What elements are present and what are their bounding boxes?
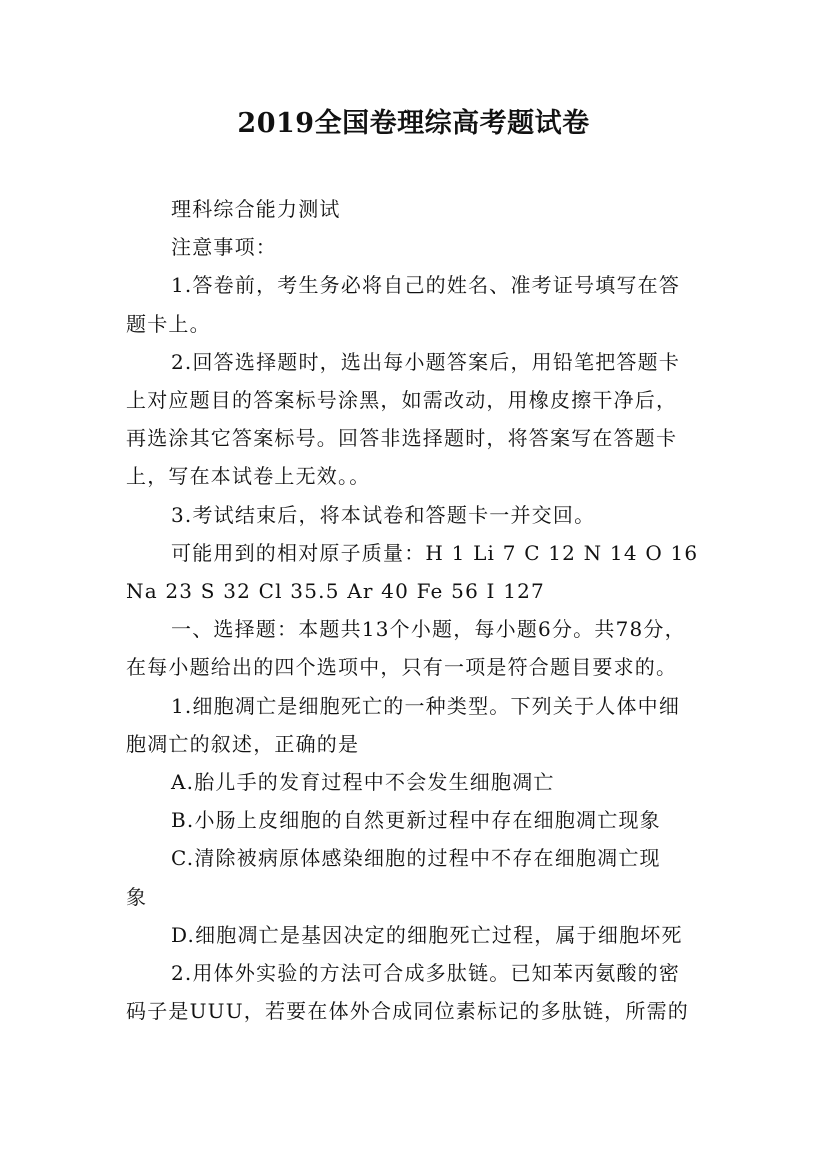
- paragraph: [126, 954, 706, 1030]
- paragraph: [126, 763, 706, 801]
- text-line: 1.答卷前，考生务必将自己的姓名、准考证号填写在答: [171, 273, 681, 298]
- paragraph: [126, 228, 706, 266]
- text-line: 在每小题给出的四个选项中，只有一项是符合题目要求的。: [126, 655, 678, 680]
- paragraph: [126, 343, 706, 496]
- text-line: 题卡上。: [126, 311, 211, 336]
- text-line: C.清除被病原体感染细胞的过程中不存在细胞凋亡现: [171, 846, 661, 871]
- text-line: 2.回答选择题时，选出每小题答案后，用铅笔把答题卡: [171, 349, 681, 374]
- text-line: 一、选择题：本题共13个小题，每小题6分。共78分，: [171, 617, 686, 642]
- text-line: 3.考试结束后，将本试卷和答题卡一并交回。: [171, 502, 596, 527]
- paragraph: [126, 839, 706, 915]
- text-line: 胞凋亡的叙述，正确的是: [126, 731, 360, 756]
- text-line: B.小肠上皮细胞的自然更新过程中存在细胞凋亡现象: [171, 808, 661, 833]
- text-line: A.胎儿手的发育过程中不会发生细胞凋亡: [171, 770, 555, 795]
- paragraph: [126, 916, 706, 954]
- paragraph: [126, 190, 706, 228]
- text-line: 象: [126, 884, 148, 909]
- paragraph: [126, 496, 706, 534]
- document-body: [126, 190, 706, 1030]
- paragraph: [126, 687, 706, 763]
- text-line: 可能用到的相对原子质量：H 1 Li 7 C 12 N 14 O 16: [171, 540, 699, 565]
- text-line: 注意事项：: [171, 235, 277, 260]
- paragraph: [126, 801, 706, 839]
- text-line: 上对应题目的答案标号涂黑，如需改动，用橡皮擦干净后，: [126, 388, 678, 413]
- paragraph: [126, 610, 706, 686]
- text-line: 2.用体外实验的方法可合成多肽链。已知苯丙氨酸的密: [171, 961, 681, 986]
- paragraph: [126, 534, 706, 610]
- text-line: 再选涂其它答案标号。回答非选择题时，将答案写在答题卡: [126, 426, 678, 451]
- text-line: Na 23 S 32 Cl 35.5 Ar 40 Fe 56 I 127: [126, 579, 545, 604]
- document-title: 2019全国卷理综高考题试卷: [237, 108, 590, 139]
- text-line: 理科综合能力测试: [171, 197, 341, 221]
- paragraph: [126, 266, 706, 342]
- text-line: 上，写在本试卷上无效。。: [126, 464, 371, 489]
- text-line: 1.细胞凋亡是细胞死亡的一种类型。下列关于人体中细: [171, 693, 681, 718]
- text-line: D.细胞凋亡是基因决定的细胞死亡过程，属于细胞坏死: [171, 922, 683, 947]
- text-line: 码子是UUU，若要在体外合成同位素标记的多肽链，所需的: [126, 999, 689, 1024]
